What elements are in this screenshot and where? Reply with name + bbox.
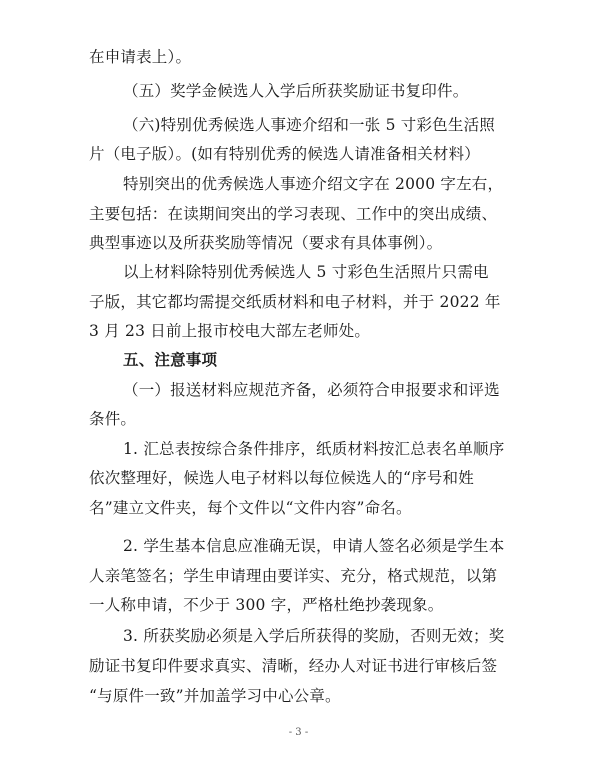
paragraph-line-14: 1. 汇总表按综合条件排序，纸质材料按汇总表名单顺序 xyxy=(123,440,505,458)
paragraph-line-17: 2. 学生基本信息应准确无误，申请人签名必须是学生本 xyxy=(123,537,505,555)
paragraph-line-20: 3. 所获奖励必须是入学后所获得的奖励，否则无效；奖 xyxy=(123,627,505,645)
paragraph-line-7: 典型事迹以及所获奖励等情况（要求有具体事例）。 xyxy=(89,234,443,252)
section-heading: 五、注意事项 xyxy=(123,351,218,369)
paragraph-line-8: 以上材料除特别优秀候选人 5 寸彩色生活照片只需电 xyxy=(123,263,489,281)
paragraph-line-4: 片（电子版）。(如有特别优秀的候选人请准备相关材料） xyxy=(89,145,480,163)
paragraph-line-3: （六)特别优秀候选人事迹介绍和一张 5 寸彩色生活照 xyxy=(123,116,495,134)
paragraph-line-22: “与原件一致”并加盖学习中心公章。 xyxy=(89,687,341,705)
paragraph-line-21: 励证书复印件要求真实、清晰，经办人对证书进行审核后签 xyxy=(89,657,498,675)
paragraph-line-18: 人亲笔签名；学生申请理由要详实、充分，格式规范，以第 xyxy=(89,567,498,585)
paragraph-line-19: 一人称申请，不少于 300 字，严格杜绝抄袭现象。 xyxy=(89,596,444,614)
paragraph-line-5: 特别突出的优秀候选人事迹介绍文字在 2000 字左右， xyxy=(123,175,504,193)
paragraph-line-10: 3 月 23 日前上报市校电大部左老师处。 xyxy=(89,322,371,340)
paragraph-line-6: 主要包括：在读期间突出的学习表现、工作中的突出成绩、 xyxy=(89,205,498,223)
paragraph-line-15: 依次整理好，候选人电子材料以每位候选人的“序号和姓 xyxy=(89,469,474,487)
paragraph-line-1: 在申请表上）。 xyxy=(89,48,192,66)
paragraph-line-16: 名”建立文件夹，每个文件以“文件内容”命名。 xyxy=(89,499,412,517)
page-number: - 3 - xyxy=(288,727,309,738)
paragraph-line-9: 子版，其它都均需提交纸质材料和电子材料，并于 2022 年 xyxy=(89,293,501,311)
paragraph-line-12: （一）报送材料应规范齐备，必须符合申报要求和评选 xyxy=(123,381,500,399)
paragraph-line-2: （五）奖学金候选人入学后所获奖励证书复印件。 xyxy=(123,82,469,100)
paragraph-line-13: 条件。 xyxy=(89,410,137,428)
